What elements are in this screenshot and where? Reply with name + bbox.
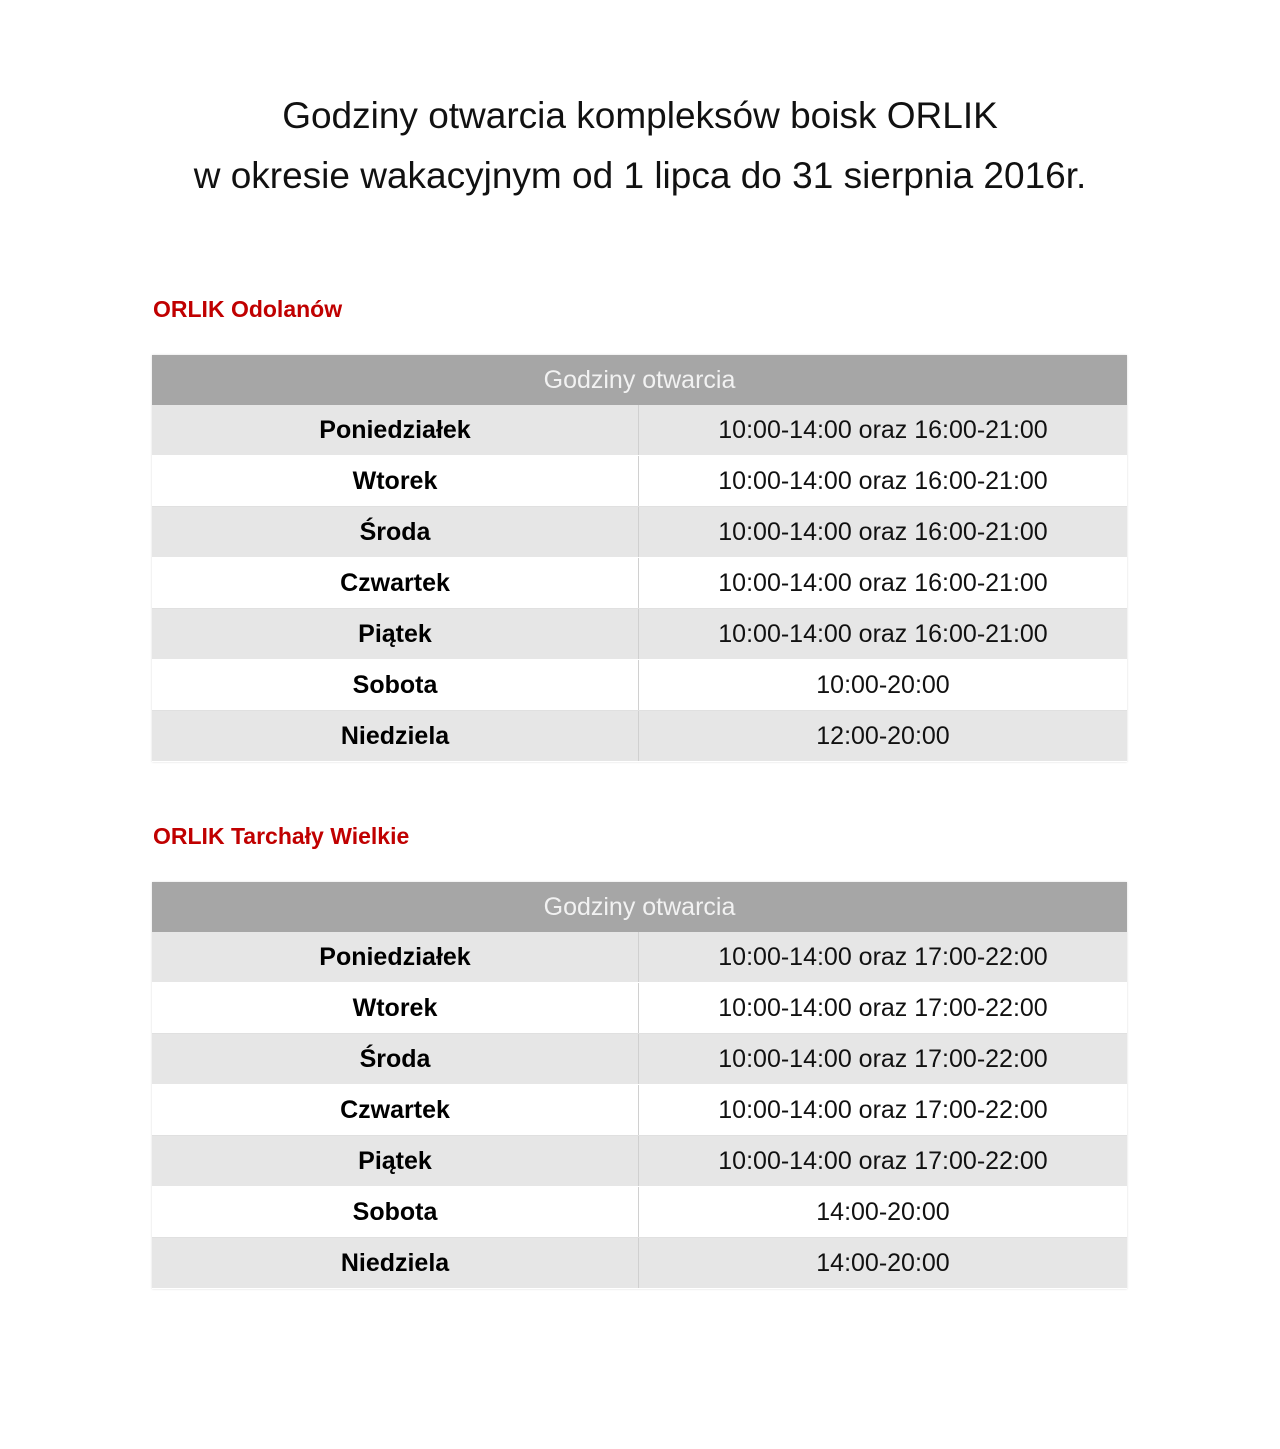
day-cell: Piątek xyxy=(152,1136,639,1187)
section-title-odolanow: ORLIK Odolanów xyxy=(153,296,343,322)
table-header-row xyxy=(152,355,1127,405)
section-title-tarchaly: ORLIK Tarchały Wielkie xyxy=(153,823,410,849)
table-row xyxy=(152,1085,1127,1136)
table-row xyxy=(152,456,1127,507)
hours-cell: 10:00-14:00 oraz 16:00-21:00 xyxy=(639,456,1128,507)
day-cell: Poniedziałek xyxy=(152,932,639,983)
table-row xyxy=(152,558,1127,609)
day-cell: Środa xyxy=(152,507,639,558)
day-cell: Sobota xyxy=(152,1187,639,1238)
day-cell: Środa xyxy=(152,1034,639,1085)
table-row xyxy=(152,660,1127,711)
table-row xyxy=(152,711,1127,762)
title-line-2: w okresie wakacyjnym od 1 lipca do 31 sierpnia 2016r. xyxy=(193,155,1087,196)
document-title xyxy=(0,86,1280,206)
day-cell: Poniedziałek xyxy=(152,405,639,456)
title-line-1: Godziny otwarcia kompleksów boisk ORLIK xyxy=(282,95,998,136)
table-row xyxy=(152,983,1127,1034)
hours-table-tarchaly xyxy=(152,882,1127,1289)
table-row xyxy=(152,932,1127,983)
hours-cell: 10:00-14:00 oraz 16:00-21:00 xyxy=(639,507,1128,558)
hours-cell: 14:00-20:00 xyxy=(639,1187,1128,1238)
day-cell: Sobota xyxy=(152,660,639,711)
hours-cell: 12:00-20:00 xyxy=(639,711,1128,762)
table-header: Godziny otwarcia xyxy=(152,355,1127,405)
hours-cell: 10:00-14:00 oraz 16:00-21:00 xyxy=(639,609,1128,660)
hours-cell: 10:00-14:00 oraz 17:00-22:00 xyxy=(639,1034,1128,1085)
day-cell: Czwartek xyxy=(152,1085,639,1136)
hours-cell: 10:00-14:00 oraz 16:00-21:00 xyxy=(639,405,1128,456)
table-row xyxy=(152,1238,1127,1289)
table-row xyxy=(152,609,1127,660)
table-row xyxy=(152,507,1127,558)
table-row xyxy=(152,1136,1127,1187)
table-header-row xyxy=(152,882,1127,932)
hours-cell: 10:00-14:00 oraz 17:00-22:00 xyxy=(639,1136,1128,1187)
day-cell: Niedziela xyxy=(152,1238,639,1289)
table-row xyxy=(152,1034,1127,1085)
hours-cell: 10:00-14:00 oraz 16:00-21:00 xyxy=(639,558,1128,609)
table-row xyxy=(152,1187,1127,1238)
hours-cell: 10:00-14:00 oraz 17:00-22:00 xyxy=(639,932,1128,983)
hours-cell: 10:00-20:00 xyxy=(639,660,1128,711)
day-cell: Wtorek xyxy=(152,456,639,507)
hours-table-odolanow xyxy=(152,355,1127,762)
table-row xyxy=(152,405,1127,456)
hours-cell: 10:00-14:00 oraz 17:00-22:00 xyxy=(639,983,1128,1034)
hours-cell: 10:00-14:00 oraz 17:00-22:00 xyxy=(639,1085,1128,1136)
day-cell: Czwartek xyxy=(152,558,639,609)
day-cell: Wtorek xyxy=(152,983,639,1034)
hours-cell: 14:00-20:00 xyxy=(639,1238,1128,1289)
day-cell: Niedziela xyxy=(152,711,639,762)
day-cell: Piątek xyxy=(152,609,639,660)
table-header: Godziny otwarcia xyxy=(152,882,1127,932)
